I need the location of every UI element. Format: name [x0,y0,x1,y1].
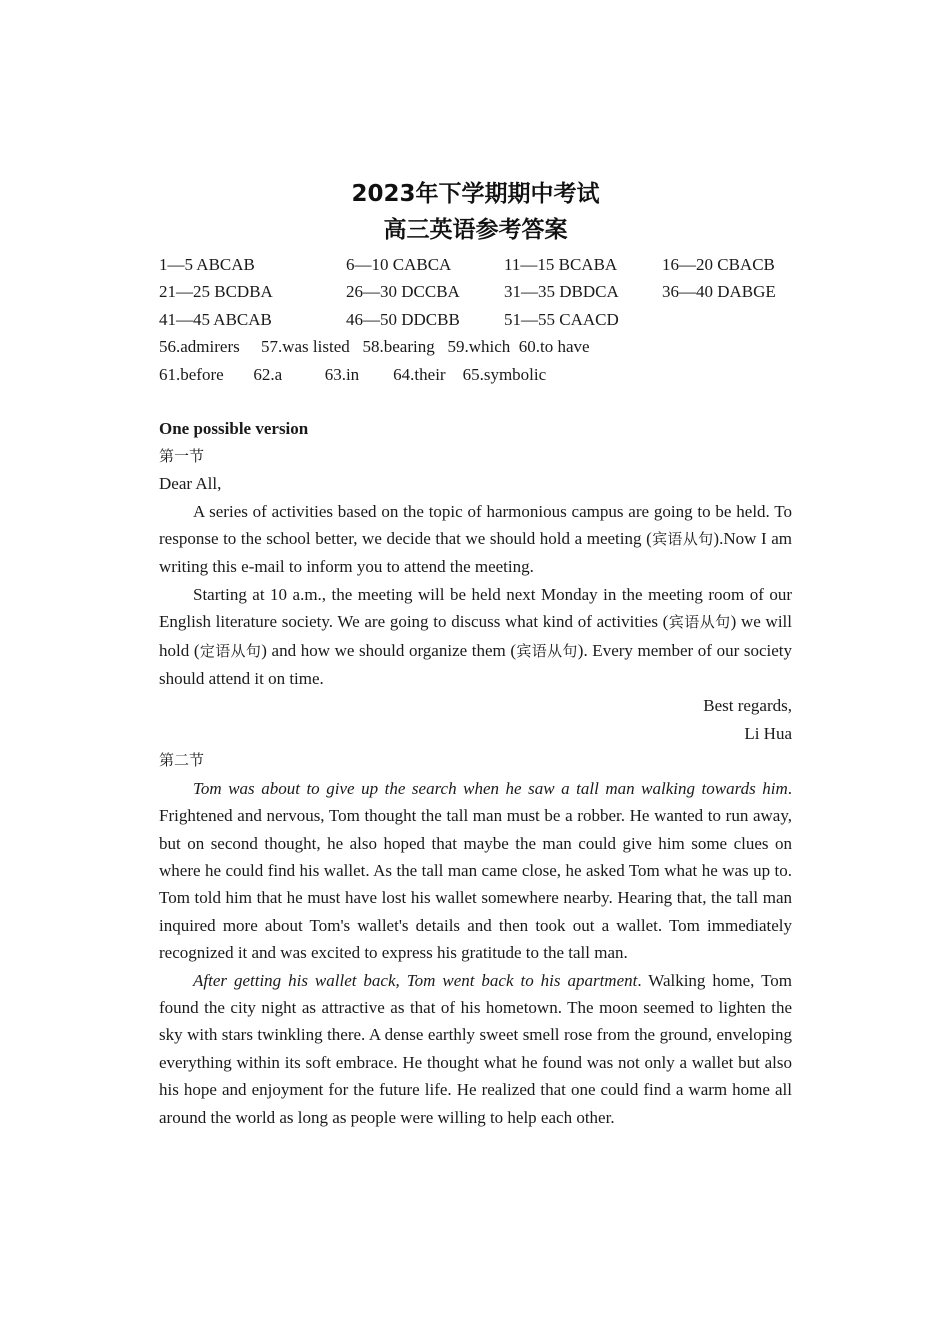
grammar-note: 宾语从句 [668,613,731,632]
answer-group: 21—25 BCDBA [159,282,273,302]
given-opening-sentence: Tom was about to give up the search when he saw a tall man walking towards him [193,778,788,798]
letter-signature: Li Hua [744,723,792,743]
story-paragraph-1 [159,775,792,967]
text-run: Starting at 10 a.m., the meeting will be held next Monday in the meeting room of our English literature society. We are going to discuss what kind of activities ( [159,584,792,632]
text-run: ) and how we should organize them ( [261,640,517,660]
answer-group: 26—30 DCCBA [346,282,460,302]
letter-paragraph-2 [159,581,792,693]
answer-group: 6—10 CABCA [346,255,452,274]
text-run: . Walking home, Tom found the city night as attractive as that of his hometown. The moon seemed to lighten the sky with stars twinkling there. A dense earthly sweet smell rose from the ground, enveloping everything within its soft embrace. He thought what he found was not only a wallet but also his hope and enjoyment for the future life. He realized that one could find a warm home all around the world as long as people were willing to help each other. [159,970,792,1127]
answer-group: 16—20 CBACB [662,255,775,274]
letter-greeting: Dear All, [159,474,222,494]
grammar-note: 定语从句 [199,641,262,660]
text-run: ) we will hold ( [159,612,792,660]
answer-row [159,278,792,305]
grammar-note: 宾语从句 [651,530,714,549]
answer-group: 46—50 DDCBB [346,309,460,329]
answer-group: 31—35 DBDCA [504,282,619,302]
answer-key-title: 高三英语参考答案 [383,217,568,243]
text-run: A series of activities based on the topic of harmonious campus are going to be held. To response to the school better, we decide that we should hold a meeting ( [159,501,792,549]
letter-paragraph-1 [159,498,792,581]
exam-title: 2023年下学期期中考试 [351,181,600,207]
answer-row [159,251,792,278]
text-run: ).Now I am writing this e-mail to inform you to attend the meeting. [159,529,792,577]
fill-in-answers-line-1: 56.admirers 57.was listed 58.bearing 59.which 60.to have [159,337,590,357]
letter-closing: Best regards, [703,696,792,716]
fill-in-answers-line-2: 61.before 62.a 63.in 64.their 65.symbolic [159,364,547,384]
answer-row [159,306,792,333]
choice-answers [159,251,792,333]
given-opening-sentence: After getting his wallet back, Tom went back to his apartment [193,970,638,990]
section-heading: One possible version [159,419,309,439]
answer-document [159,176,792,1131]
answer-group: 36—40 DABGE [662,282,776,302]
story-paragraph-2 [159,967,792,1131]
part2-label: 第二节 [159,751,205,770]
answer-group: 41—45 ABCAB [159,309,272,329]
text-run: ). Every member of our society should attend it on time. [159,640,792,689]
text-run: . Frightened and nervous, Tom thought the tall man must be a robber. He wanted to run away, but on second thought, he also hoped that maybe the man could give him some clues on where he could find his wallet. As the tall man came close, he asked Tom what he was up to. Tom told him that he must have lost his wallet somewhere nearby. Hearing that, the tall man inquired more about Tom's wallet's details and then took out a wallet. Tom immediately recognized it and was excited to express his gratitude to the tall man. [159,778,792,963]
answer-group: 51—55 CAACD [504,309,619,329]
answer-group: 11—15 BCABA [504,255,618,274]
grammar-note: 宾语从句 [516,641,578,660]
answer-group [662,306,792,333]
blank-spacer [159,388,792,415]
part1-label: 第一节 [159,446,205,465]
answer-group: 1—5 ABCAB [159,255,255,274]
